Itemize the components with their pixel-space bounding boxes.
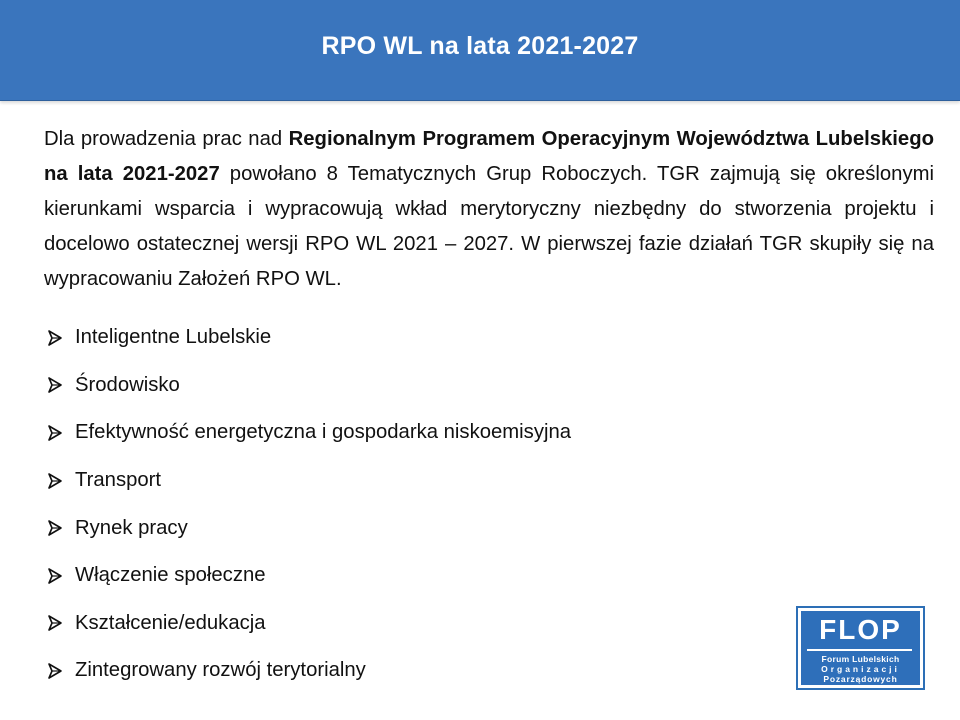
intro-program-name: Regionalnym Programem Operacyjnym Województwa Lubelskiego na lata 2021-2027 <box>44 128 934 185</box>
intro-text-end: powołano 8 Tematycznych Grup Roboczych. TGR zajmują się określonymi kierunkami wsparcia i wypracowują wkład merytoryczny niezbędny do stworzenia projektu i docelowo ostatecznej wersji RPO WL 2021 – 2027. W pierwszej fazie działań TGR skupiły się na wypracowaniu Założeń RPO WL. <box>44 163 935 290</box>
list-item-label: Efektywność energetyczna i gospodarka niskoemisyjna <box>75 421 572 444</box>
flop-logo-line2: Organizacji <box>821 664 900 674</box>
list-item <box>44 552 571 600</box>
arrow-bullet-icon <box>44 374 66 396</box>
flop-logo-line1: Forum Lubelskich <box>821 654 900 664</box>
list-item-label: Środowisko <box>75 373 180 396</box>
arrow-bullet-icon <box>44 470 66 492</box>
arrow-bullet-icon <box>44 612 66 634</box>
flop-logo <box>796 606 925 690</box>
list-item-label: Kształcenie/edukacja <box>75 611 266 634</box>
flop-logo-title: FLOP <box>819 614 902 645</box>
flop-logo-panel <box>801 611 920 685</box>
list-item-label: Inteligentne Lubelskie <box>75 326 272 349</box>
arrow-bullet-icon <box>44 422 66 444</box>
list-item-label: Zintegrowany rozwój terytorialny <box>75 659 366 682</box>
flop-logo-divider <box>807 649 912 651</box>
intro-paragraph <box>44 122 934 297</box>
working-groups-list <box>44 314 571 695</box>
list-item <box>44 314 571 362</box>
arrow-bullet-icon <box>44 660 66 682</box>
intro-text-start: Dla prowadzenia prac nad <box>44 128 289 150</box>
slide-header <box>0 0 960 101</box>
arrow-bullet-icon <box>44 327 66 349</box>
flop-logo-line3: Pozarządowych <box>823 674 898 684</box>
list-item <box>44 409 571 457</box>
list-item-label: Transport <box>75 469 162 492</box>
list-item-label: Rynek pracy <box>75 516 188 539</box>
list-item <box>44 504 571 552</box>
arrow-bullet-icon <box>44 517 66 539</box>
list-item <box>44 362 571 410</box>
list-item-label: Włączenie społeczne <box>75 564 266 587</box>
list-item <box>44 600 571 648</box>
slide-title: RPO WL na lata 2021-2027 <box>321 32 639 60</box>
list-item <box>44 647 571 695</box>
list-item <box>44 457 571 505</box>
arrow-bullet-icon <box>44 565 66 587</box>
